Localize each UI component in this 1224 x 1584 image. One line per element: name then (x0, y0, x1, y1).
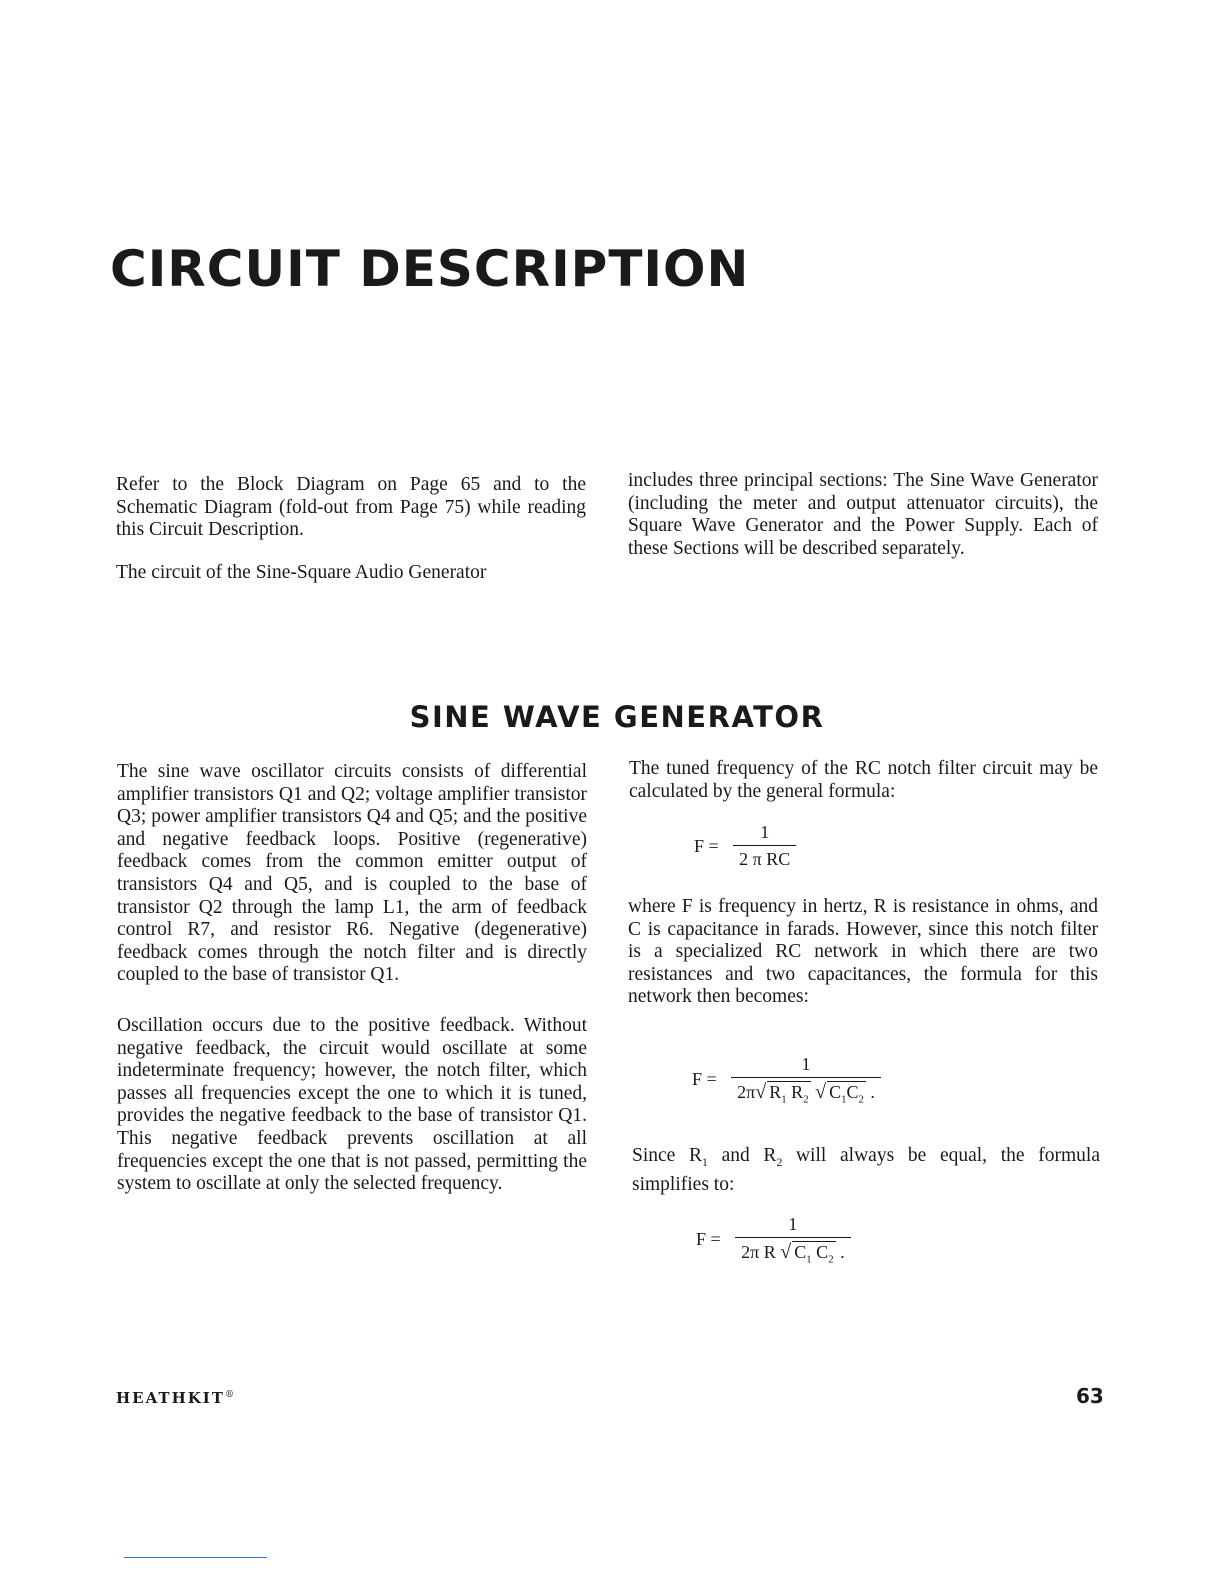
formula-lhs: F = (694, 835, 719, 856)
formula-lhs: F = (692, 1069, 717, 1090)
divider (124, 1557, 267, 1558)
formula-numerator: 1 (731, 1054, 881, 1078)
intro-paragraph: The circuit of the Sine-Square Audio Generator (116, 561, 487, 583)
formula-denominator-prefix: 2π R (741, 1242, 781, 1262)
formula-period: . (840, 1242, 845, 1262)
formula-fraction (731, 1054, 881, 1106)
square-root-icon: √ (755, 1081, 767, 1103)
square-root-icon: √ (815, 1081, 827, 1103)
body-paragraph: Oscillation occurs due to the positive feedback. Without negative feedback, the circuit would oscillate at some indeterminate frequency; however, the notch filter, which passes all frequencies except the one to which it is tuned, provides the negative feedback to the base of transistor Q1. This negative feedback prevents oscillation at all frequencies except the one that is not passed, permitting the system to oscillate at only the selected frequency. (117, 1014, 587, 1195)
formula-fraction (733, 822, 796, 870)
body-left-column (117, 761, 587, 1224)
section-heading: SINE WAVE GENERATOR (409, 700, 825, 734)
formula-general (694, 822, 796, 870)
body-paragraph-since: Since $R_1$ and $R_2$ will always be equal, the formula simplifies to: (632, 1145, 1100, 1196)
intro-paragraph: Refer to the Block Diagram on Page 65 and to the Schematic Diagram (fold-out from Page 75) while reading this Circuit Description. (116, 474, 586, 541)
formula-simplified (696, 1214, 851, 1266)
page-title: CIRCUIT DESCRIPTION (110, 240, 750, 298)
formula-denominator: 2 π RC (739, 849, 791, 869)
radicand-capacitances: $C_1$ $C_2$ (794, 1242, 834, 1266)
formula-lhs: F = (696, 1229, 721, 1250)
intro-right-column: includes three principal sections: The Sine Wave Generator (including the meter and output attenuator circuits), the Square Wave Generator and the Power Supply. Each of these Sections will be described separately. (628, 470, 1098, 559)
formula-numerator: 1 (733, 822, 796, 846)
formula-network (692, 1054, 881, 1106)
formula-denominator-prefix: 2π (737, 1082, 756, 1102)
page-number: 63 (1076, 1384, 1104, 1408)
formula-period: . (870, 1082, 875, 1102)
formula-fraction (735, 1214, 850, 1266)
radicand-resistances: $R_1$ $R_2$ (769, 1082, 809, 1106)
square-root-icon: √ (780, 1241, 792, 1263)
body-paragraph: The sine wave oscillator circuits consists of differential amplifier transistors Q1 and Q2; voltage amplifier transistor Q3; power amplifier transistors Q4 and Q5; and the positive and negative feedback loops. Positive (regenerative) feedback comes from the common emitter output of transistors Q4 and Q5, and is coupled to the base of transistor Q2 through the lamp L1, the arm of feedback control R7, and resistor R6. Negative (degenerative) feedback comes through the notch filter and is directly coupled to the base of transistor Q1. (117, 761, 587, 986)
formula-numerator: 1 (735, 1214, 850, 1238)
intro-left-column (116, 474, 586, 604)
body-paragraph-where: where F is frequency in hertz, R is resistance in ohms, and C is capacitance in farads. However, since this notch filter is a specialized RC network in which there are two resistances and two capacitances, the formula for this network then becomes: (628, 896, 1098, 1008)
radicand-capacitances: $C_1C_2$ (829, 1082, 864, 1106)
formula-denominator (731, 1078, 881, 1106)
body-right-intro: The tuned frequency of the RC notch filter circuit may be calculated by the general formula: (629, 758, 1098, 802)
brand-logo: HEATHKIT® (116, 1389, 234, 1407)
formula-denominator (735, 1238, 850, 1266)
